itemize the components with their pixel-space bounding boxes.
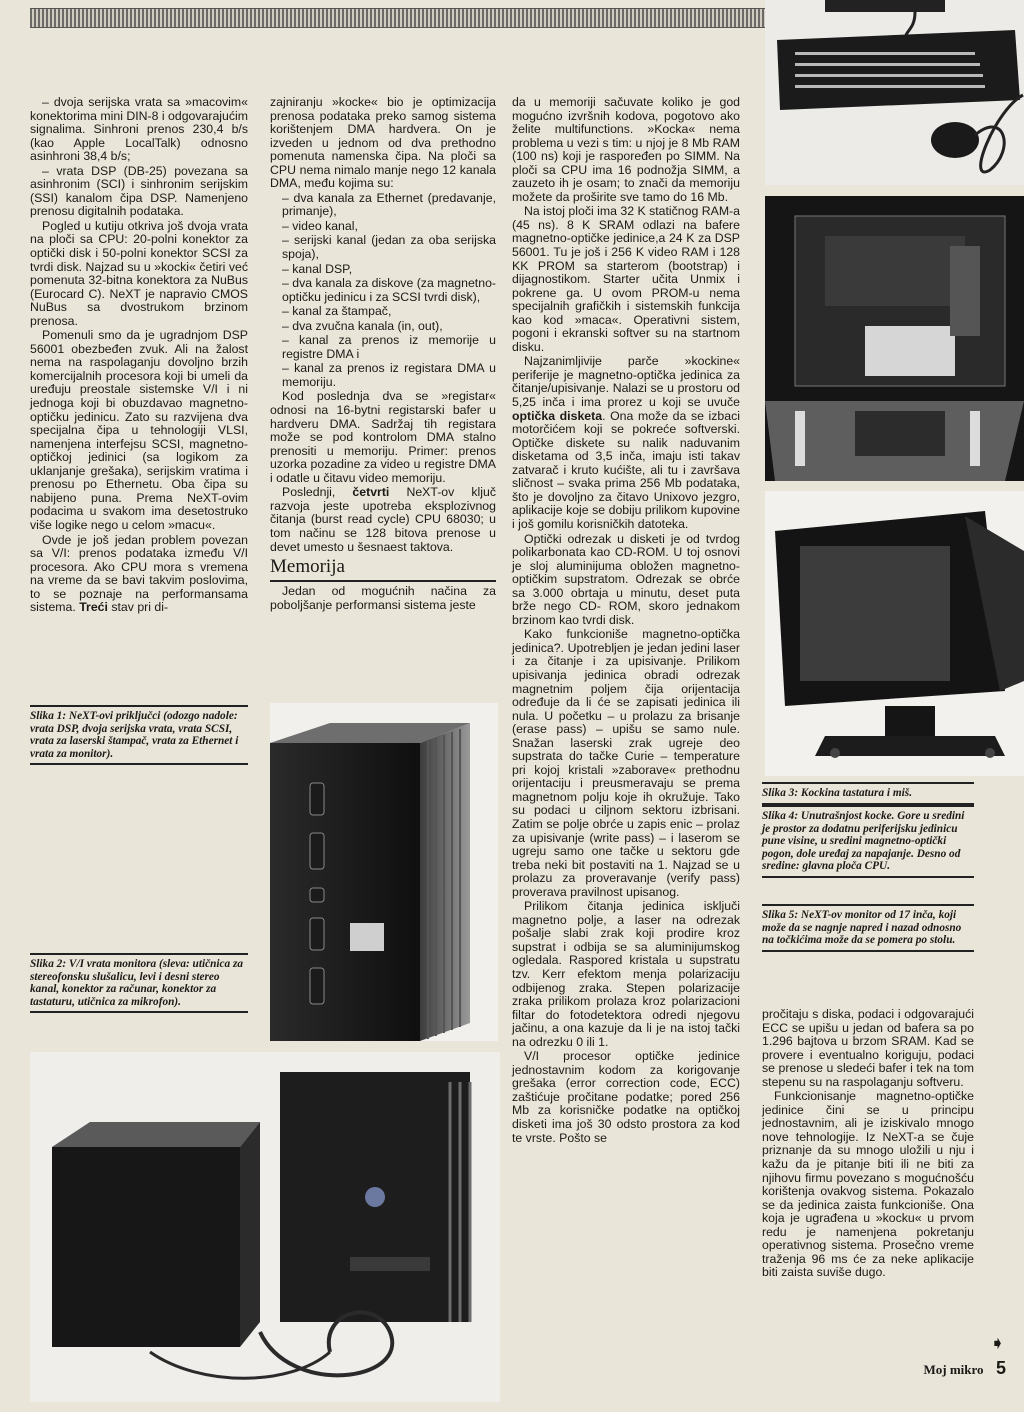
photo-cube-interior	[765, 196, 1024, 481]
paragraph: V/I procesor optičke jedinice jednostavnim kodom za korigovanje grešaka (error correction code, ECC) zaštićuje pročitane podatke; pored 256 Mb za korisničke podatke na optičkoj disketi ima još 30 odsto prostora za kod te vrste. Pošto se	[512, 1049, 740, 1145]
paragraph: Poslednji, četvrti NeXT-ov ključ razvoja jeste upotreba eksplozivnog čitanja (burst read cycle) CPU 68030; u tom načinu se 128 bitova prenose u devet umesto u šesnaest taktova.	[270, 485, 496, 554]
column-1	[30, 96, 248, 616]
list-item: – serijski kanal (jedan za oba serijska spoja),	[282, 233, 496, 262]
paragraph: Ovde je još jedan problem povezan sa V/I: prenos podataka između V/I procesora. Ako CPU mora s vremena na vreme da se bavi takvim poslovima, to se poznaje na performansama sistema. Treći stav pri di-	[30, 532, 248, 615]
paragraph: da u memoriji sačuvate koliko je god mogućno izvršnih kodova, pogotovo ako želite multifunctions. »Kocka« nema problema u vezi s tim: u njoj je 8 Mb RAM (100 ns) koji je raspoređen po SIMM. Na ploči sa CPU ima 16 podnožja SIMM, a zauzeto ih je osam; to znači da memoriju možete da proširite sve tamo do 16 Mb.	[512, 95, 740, 204]
paragraph: zajniranju »kocke« bio je optimizacija prenosa podataka preko samog sistema korištenjem DMA hardvera. On je izveden u jednom od dva prethodno pomenuta namenska čipa. Na ploči sa CPU nema nimalo manje nego 12 kanala DMA, među kojima su:	[270, 95, 496, 191]
photo-monitor-io	[30, 1052, 500, 1402]
paragraph: – vrata DSP (DB-25) povezana sa asinhronim (SCI) i sinhronim serijskim (SSI) kanalom čipa DSP. Namenjeno prenosu digitalnih podataka.	[30, 163, 248, 219]
photo-monitor	[765, 491, 1024, 776]
list-item: – dva zvučna kanala (in, out),	[282, 318, 443, 333]
photo-keyboard-mouse	[765, 0, 1024, 185]
bold-phrase: optička disketa	[512, 408, 603, 423]
list-item: – kanal za prenos iz registara DMA u memoriju.	[282, 361, 496, 389]
column-2	[270, 96, 496, 613]
caption-slika-4: Slika 4: Unutrašnjost kocke. Gore u sredini je prostor za dodatnu periferijsku jedinicu pune visine, u sredini magnetno-optički pogon, dole uređaj za napajanje. Desno od sredine: glavna ploča CPU.	[762, 805, 974, 878]
list-item: – kanal za prenos iz memorije u registre DMA i	[282, 333, 496, 361]
list-item: – kanal DSP,	[282, 261, 353, 276]
paragraph: Najzanimljivije parče »kockine« periferije je magnetno-optička jedinica za čitanje/upisivanje. Nalazi se u prostoru od 5,25 inča i ima prorez u koji se uvuče optička disketa. Ona može da se izbaci motorčićem koji se pokreće softverski. Optičke diskete su nalik naduvanim disketama od 3,5 inča, imaju isti takav zatvarač i kruto kućište, ali tu i završava sličnost – svaka prima 256 Mb podataka, što je dovoljno za čitavo Unixovo jezgro, aplikacije koje se dobiju prilikom kupovine i još gomilu korisničkih datoteka.	[512, 354, 740, 531]
paragraph: Funkcionisanje magnetno-optičke jedinice čini se u principu jednostavnim, ali je iziskivalo mnogo nove tehnologije. Iz NeXT-a se čuje priznanje da su mnogo uložili u nju i kažu da je pitanje biti ili ne biti za njihovu firmu povezano s mogućnošću korištenja ovakvog sistema. Pokazalo se da jedinica zaista funkcioniše. Ona koja je ugrađena u »kocku« u prvom redu je namenjena pokretanju operativnog sistema. Prosečno vreme traženja 96 ms će za neke aplikacije biti zaista suviše dugo.	[762, 1089, 974, 1280]
paragraph: Pogled u kutiju otkriva još dvoja vrata na ploči sa CPU: 20-polni konektor za optički disk i 50-polni konektor SCSI za tvrdi disk. Najzad su u »kocki« četiri već pomenuta 32-bitna konektora za NuBus (Eurocard C). NeXT je napravio CMOS NuBus sa dvostrukom brzinom prenosa.	[30, 218, 248, 328]
magazine-name: Moj mikro	[923, 1362, 984, 1377]
paragraph: Na istoj ploči ima 32 K statičnog RAM-a (45 ns). 8 K SRAM odlazi na bafere magnetno-optičke jedinice,a 24 K za DSP 56001. Tu je još i 256 K video RAM i 128 KK PROM sa starterom (bootstrap) i dijagnostikom. Starter učita Unmix i pokrene ga. U ovom PROM-u nema specijalnih grafičkih i sistemskih funkcija kao kod »maca«. Operativni sistem, pogoni i ekranski softver su na startnom disku.	[512, 204, 740, 354]
caption-slika-3: Slika 3: Kockina tastatura i miš.	[762, 782, 974, 805]
paragraph: Kako funkcioniše magnetno-optička jedinica?. Upotrebljen je jedan jedini laser i za čitanje i za upisivanje. Prilikom upisivanja jedinica obradi odrezak magnetnim poljem čija orijentacija određuje da li će se zapisati jedinica ili nula. U početku – u prolazu za brisanje (erase pass) – upišu se samo nule. Snažan laserski zrak ugreje deo supstrata do tačke Curie – temperature pri kojoj kristali »zaborave« prethodnu orijentaciju i preusmeravaju se prema magnetnom polju koje ih okružuje. Tako su podaci u ciljnom sektoru izbrisani. Zatim se polje obrće u zapis enic – prolaz za upisivanje (write pass) – i laserom se ugreju samo one tačke u sektoru gde treba neki bit postaviti na 1. Najzad se u prolazu za proveravanje (verify pass) proverava pravilnost upisanog.	[512, 627, 740, 899]
caption-slika-1: Slika 1: NeXT-ovi priključci (odozgo nadole: vrata DSP, dvoja serijska vrata, vrata SCSI, vrata za laserski štampač, vrata za Ethernet i vrata za monitor).	[30, 705, 248, 765]
photo-back-panel	[270, 703, 498, 1041]
list-item: – dva kanala za Ethernet (predavanje, primanje),	[282, 190, 496, 219]
paragraph: Optički odrezak u disketi je od tvrdog polikarbonata kao CD-ROM. U toj osnovi je sloj aluminijuma obložen magnetno-optičkim supstratom. Odrezak se obrće sa 3.000 obrtaja u minutu, deset puta brže nego CD- ROM, skoro jednakom brzinom kao tvrdi disk.	[512, 531, 740, 627]
bold-word: Treći	[79, 600, 108, 615]
continue-arrow-icon: ➧	[990, 1333, 1006, 1353]
bold-word: četvrti	[352, 485, 390, 500]
caption-slika-2: Slika 2: V/I vrata monitora (sleva: utičnica za stereofonsku slušalicu, levi i desni stereo kanal, konektor za računar, konektor za tastaturu, utičnica za mikrofon).	[30, 953, 248, 1013]
list-item: – kanal za štampač,	[282, 304, 392, 319]
paragraph: Prilikom čitanja jedinica isključi magnetno polje, a laser na odrezak pošalje slabi zrak koji prodire kroz supstrat i odbija se sa aluminijumskog ogledala. Raspored kristala u supstratu tzv. Kerr efektom menja polarizaciju odbijenog zraka. Stepen polarizacije zraka prilikom prolaza kroz polarizacioni filtar do fotodetektora odredi njegovu jačinu, a ona kazuje da li je na istoj tački na odrezku 0 ili 1.	[512, 899, 740, 1049]
header-stripe	[30, 8, 765, 28]
paragraph: Pomenuli smo da je ugradnjom DSP 56001 obezbeđen zvuk. Ali na žalost nema na raspolaganju dovoljno brzih komercijalnih procesora koji bi umeli da uređuju preostale sistemske V/I i ni jednoga koji bi obuzdavao magnetno-optičku jedinicu. Zato su razvijena dva specijalna čipa u tehnologiji VLSI, namenjena interfejsu SCSI, magnetno-optičkoj jedinici (sa logikom za uklanjanje grešaka), serijskim vratima i prenosu po Ethernetu. Oba čipa su nabijeno puna. Prema NeXT-ovim podacima u svakom ima desetostruko više logike nego u celom »macu«.	[30, 328, 248, 532]
paragraph: pročitaju s diska, podaci i odgovarajući ECC se upišu u jedan od bafera sa po 1.296 bajtova u brzom SRAM. Kad se provere i eventualno koriguju, podaci se prenose u sledeći bafer i tek na tom stepenu su na raspolaganju softveru.	[762, 1007, 974, 1089]
page-number: 5	[995, 1358, 1006, 1378]
paragraph: Jedan od mogućnih načina za poboljšanje performansi sistema jeste	[270, 584, 496, 612]
caption-slika-5: Slika 5: NeXT-ov monitor od 17 inča, koji može da se nagnje napred i nazad odnosno na točkićima može da se pomera po stolu.	[762, 904, 974, 952]
list-item: – dva kanala za diskove (za magnetno-optičku jedinicu i za SCSI tvrdi disk),	[282, 276, 496, 304]
paragraph: Kod poslednja dva se »registar« odnosi na 16-bytni registarski bafer u hardveru DMA. Sadržaj tih registara može se pod kontrolom DMA stalno prenositi u memoriju. Primer: prenos uzorka pozadine za video u registre DMA i odatle u čitavu video memoriju.	[270, 389, 496, 485]
page-footer	[923, 1358, 1006, 1379]
section-heading: Memorija	[270, 556, 496, 582]
list-item: – video kanal,	[282, 218, 358, 233]
paragraph: – dvoja serijska vrata sa »macovim« konektorima mini DIN-8 i odgovarajućim signalima. Sinhroni prenos 230,4 b/s (kao Apple LocalTalk) odnosno asinhroni 38,4 b/s;	[30, 95, 249, 164]
column-4	[762, 1008, 974, 1281]
column-3	[512, 96, 740, 1146]
